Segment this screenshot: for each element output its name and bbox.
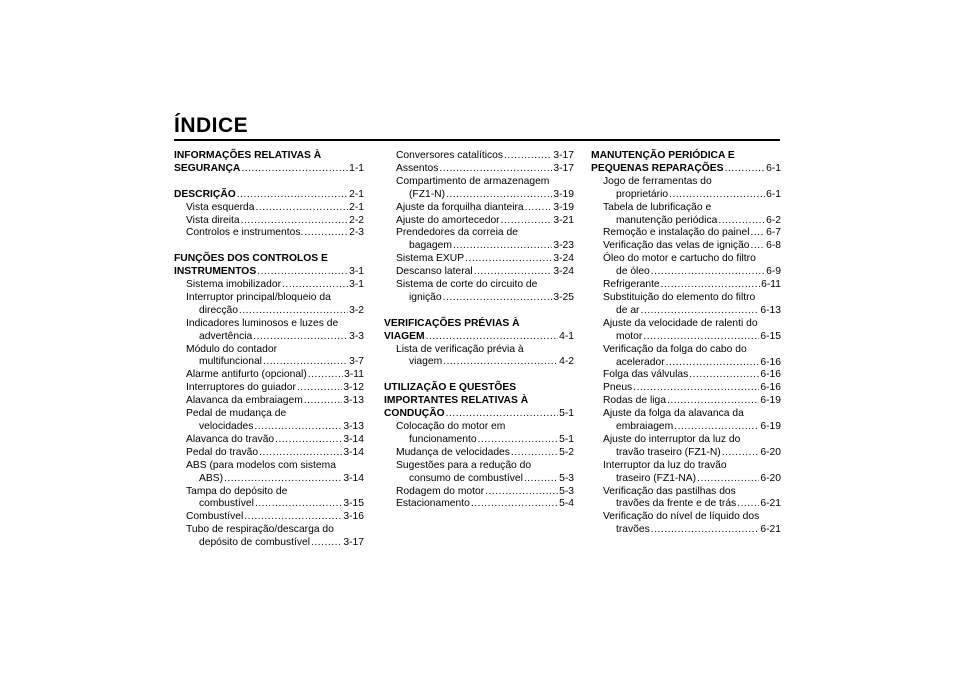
dot-leader <box>311 537 342 550</box>
toc-column-3 <box>591 150 781 537</box>
toc-page-number: 6-16 <box>760 382 781 394</box>
toc-entry[interactable] <box>174 498 364 511</box>
toc-page-number: 3-13 <box>343 395 364 407</box>
dot-leader <box>446 408 558 421</box>
dot-leader <box>651 524 760 537</box>
toc-entry[interactable] <box>384 189 574 202</box>
toc-entry-label: Interruptores do guiador <box>186 382 296 394</box>
toc-entry[interactable] <box>384 486 574 499</box>
toc-line: Tabela de lubrificação e <box>603 201 712 213</box>
dot-leader <box>443 356 558 369</box>
toc-page-number: 1-1 <box>349 162 364 174</box>
toc-entry[interactable] <box>384 163 574 176</box>
dot-leader <box>504 150 552 163</box>
toc-entry-label: de ar <box>616 304 640 316</box>
toc-line: Módulo do contador <box>186 343 278 355</box>
toc-page-number: 5-1 <box>559 433 574 445</box>
dot-leader <box>257 266 348 279</box>
toc-entry[interactable] <box>384 240 574 253</box>
toc-entry-label: ignição <box>409 291 442 303</box>
dot-leader <box>282 279 348 292</box>
dot-leader <box>674 421 759 434</box>
dot-leader <box>446 189 552 202</box>
dot-leader <box>304 227 348 240</box>
toc-line: Ajuste do interruptor da luz do <box>603 433 741 445</box>
toc-entry[interactable] <box>384 215 574 228</box>
toc-entry[interactable] <box>591 421 781 434</box>
toc-entry-label: DESCRIÇÃO <box>174 188 236 200</box>
toc-entry[interactable] <box>174 421 364 434</box>
toc-entry-label: combustível <box>199 498 254 510</box>
toc-entry[interactable] <box>591 524 781 537</box>
toc-entry[interactable] <box>174 434 364 447</box>
toc-page-number: 6-16 <box>760 369 781 381</box>
toc-page-number: 6-1 <box>766 188 781 200</box>
toc-page-number: 6-8 <box>766 240 781 252</box>
toc-page-number: 5-3 <box>559 472 574 484</box>
dot-leader <box>275 434 342 447</box>
toc-entry[interactable] <box>591 279 781 292</box>
toc-page-number: 3-12 <box>343 382 364 394</box>
toc-line: Interruptor da luz do travão <box>603 459 727 471</box>
toc-page-number: 3-19 <box>553 188 574 200</box>
toc-page-number: 3-17 <box>343 537 364 549</box>
toc-entry-label: ABS) <box>199 472 224 484</box>
toc-entry-label: advertência <box>199 330 253 342</box>
section-gap <box>174 176 364 189</box>
toc-page-number: 6-19 <box>760 421 781 433</box>
toc-line: Substituição do elemento do filtro <box>603 291 756 303</box>
dot-leader <box>255 498 342 511</box>
toc-line: Prendedores da correia de <box>396 227 518 239</box>
toc-section-entry[interactable] <box>174 163 364 176</box>
toc-line: Tampa do depósito de <box>186 485 288 497</box>
toc-line: Ajuste da velocidade de ralenti do <box>603 317 758 329</box>
toc-line: Colocação do motor em <box>396 421 506 432</box>
section-gap <box>384 305 574 318</box>
dot-leader <box>478 434 559 447</box>
toc-page-number: 6-13 <box>760 304 781 316</box>
toc-entry[interactable] <box>591 395 781 408</box>
toc-entry-label: Mudança de velocidades <box>396 446 510 458</box>
dot-leader <box>511 447 558 460</box>
toc-entry-label: Assentos <box>396 162 439 174</box>
dot-leader <box>239 305 348 318</box>
toc-page-number: 3-13 <box>343 421 364 432</box>
toc-entry-label: traseiro (FZ1-NA) <box>616 472 697 484</box>
toc-entry[interactable] <box>591 369 781 382</box>
toc-entry-label: Alavanca do travão <box>186 433 275 445</box>
toc-entry-label: Controlos e instrumentos. <box>186 227 304 239</box>
toc-section-entry[interactable] <box>384 331 574 344</box>
toc-entry-label: VIAGEM <box>384 330 425 342</box>
toc-page-number: 5-3 <box>559 485 574 497</box>
toc-entry-label: CONDUÇÃO <box>384 408 445 420</box>
toc-entry-label: motor <box>616 330 643 342</box>
toc-page-number: 5-4 <box>559 498 574 510</box>
dot-leader <box>718 215 765 228</box>
toc-entry[interactable] <box>384 434 574 447</box>
dot-leader <box>633 382 759 395</box>
toc-entry-label: Sistema EXUP <box>396 253 465 265</box>
section-heading: INFORMAÇÕES RELATIVAS À <box>174 150 322 161</box>
dot-leader <box>643 331 759 344</box>
dot-leader <box>524 473 558 486</box>
toc-entry-label: Rodas de liga <box>603 395 666 407</box>
dot-leader <box>474 266 553 279</box>
toc-entry[interactable] <box>174 537 364 550</box>
toc-page-number: 2-1 <box>349 201 364 213</box>
toc-section-entry[interactable] <box>174 266 364 279</box>
toc-entry-label: Remoção e instalação do painel <box>603 227 750 239</box>
toc-page-number: 3-14 <box>343 433 364 445</box>
toc-entry-label: (FZ1-N) <box>409 188 446 200</box>
toc-entry-label: acelerador <box>616 356 665 368</box>
toc-entry[interactable] <box>591 382 781 395</box>
toc-page-number: 6-21 <box>760 498 781 510</box>
toc-entry[interactable] <box>174 279 364 292</box>
toc-entry-label: consumo de combustível <box>409 472 523 484</box>
toc-page-number: 4-2 <box>559 356 574 368</box>
toc-entry-label: Alavanca da embraiagem <box>186 395 303 407</box>
toc-entry-label: Sistema imobilizador <box>186 279 281 291</box>
toc-page-number: 2-1 <box>349 188 364 200</box>
toc-entry-label: Conversores catalíticos <box>396 150 504 161</box>
dot-leader <box>297 382 342 395</box>
toc-entry[interactable] <box>174 227 364 240</box>
toc-entry-label: Rodagem do motor <box>396 485 485 497</box>
toc-entry[interactable] <box>174 473 364 486</box>
dot-leader <box>661 279 760 292</box>
toc-entry-label: PEQUENAS REPARAÇÕES <box>591 162 724 174</box>
toc-entry-label: SEGURANÇA <box>174 162 241 174</box>
toc-entry[interactable] <box>591 305 781 318</box>
toc-entry[interactable] <box>591 331 781 344</box>
toc-entry[interactable] <box>591 227 781 240</box>
dot-leader <box>241 215 348 228</box>
toc-entry[interactable] <box>384 447 574 460</box>
toc-section-entry[interactable] <box>591 163 781 176</box>
toc-page-number: 6-20 <box>760 446 781 458</box>
toc-line: Verificação da folga do cabo do <box>603 343 747 355</box>
toc-line: Sugestões para a redução do <box>396 459 532 471</box>
toc-line: Jogo de ferramentas do <box>603 175 712 187</box>
toc-page-number: 3-24 <box>553 266 574 278</box>
toc-entry-label: direcção <box>199 304 238 316</box>
toc-page-number: 2-3 <box>349 227 364 239</box>
toc-line: Verificação das pastilhas dos <box>603 485 736 497</box>
dot-leader <box>253 331 348 344</box>
toc-section-entry[interactable] <box>174 189 364 202</box>
toc-page-number: 4-1 <box>559 330 574 342</box>
toc-entry-label: travões <box>616 524 650 536</box>
toc-entry[interactable] <box>591 473 781 486</box>
toc-entry-label: Vista esquerda <box>186 201 255 213</box>
toc-entry[interactable] <box>384 356 574 369</box>
toc-line: Sistema de corte do circuito de <box>396 279 538 291</box>
toc-page-number: 6-20 <box>760 472 781 484</box>
toc-entry-label: Verificação das velas de ignição <box>603 240 750 252</box>
toc-page-number: 5-1 <box>559 408 574 420</box>
toc-entry[interactable] <box>384 253 574 266</box>
toc-entry[interactable] <box>384 498 574 511</box>
toc-page-number: 3-24 <box>553 253 574 265</box>
toc-entry[interactable] <box>384 473 574 486</box>
toc-entry-label: proprietário <box>616 188 669 200</box>
toc-line: Tubo de respiração/descarga do <box>186 524 334 536</box>
toc-entry-label: Descanso lateral <box>396 266 473 278</box>
toc-page-number: 6-9 <box>766 266 781 278</box>
section-heading: MANUTENÇÃO PERIÓDICA E <box>591 150 735 161</box>
toc-line: Verificação do nível de líquido dos <box>603 511 760 523</box>
toc-entry[interactable] <box>591 447 781 460</box>
toc-page-number: 3-1 <box>349 266 364 278</box>
dot-leader <box>525 202 553 215</box>
toc-entry-label: Alarme antifurto (opcional) <box>186 369 307 381</box>
toc-column-1 <box>174 150 364 550</box>
dot-leader <box>751 240 766 253</box>
dot-leader <box>737 498 759 511</box>
toc-entry[interactable] <box>384 292 574 305</box>
toc-entry[interactable] <box>174 356 364 369</box>
dot-leader <box>669 189 765 202</box>
dot-leader <box>471 498 558 511</box>
toc-page-number: 3-21 <box>553 214 574 226</box>
toc-page-number: 3-16 <box>343 511 364 523</box>
toc-page-number: 6-2 <box>766 214 781 226</box>
section-heading: FUNÇÕES DOS CONTROLOS E <box>174 253 328 265</box>
toc-line: Lista de verificação prévia à <box>396 343 524 355</box>
section-gap <box>174 240 364 253</box>
toc-entry[interactable] <box>174 202 364 215</box>
dot-leader <box>501 215 553 228</box>
toc-page-number: 2-2 <box>349 214 364 226</box>
toc-entry-label: travões da frente e de trás <box>616 498 737 510</box>
dot-leader <box>256 202 349 215</box>
toc-page-number: 5-2 <box>559 446 574 458</box>
toc-entry[interactable] <box>591 240 781 253</box>
dot-leader <box>725 163 766 176</box>
toc-entry[interactable] <box>384 266 574 279</box>
toc-page-number: 6-19 <box>760 395 781 407</box>
toc-page-number: 3-11 <box>344 369 364 381</box>
section-gap <box>384 369 574 382</box>
toc-page-number: 3-3 <box>349 330 364 342</box>
toc-entry-label: Pedal do travão <box>186 446 259 458</box>
toc-entry-label: de óleo <box>616 266 650 278</box>
toc-entry[interactable] <box>174 447 364 460</box>
toc-page-number: 3-23 <box>553 240 574 252</box>
toc-entry-label: Folga das válvulas <box>603 369 689 381</box>
toc-line: ABS (para modelos com sistema <box>186 459 336 471</box>
toc-entry-label: depósito de combustível <box>199 537 311 549</box>
toc-page-number: 3-19 <box>553 201 574 213</box>
toc-page-number: 6-15 <box>760 330 781 342</box>
toc-page-number: 6-21 <box>760 524 781 536</box>
toc-page-number: 3-14 <box>343 472 364 484</box>
section-heading: VERIFICAÇÕES PRÉVIAS À <box>384 317 520 329</box>
toc-entry[interactable] <box>591 357 781 370</box>
dot-leader <box>722 447 760 460</box>
toc-entry-label: Pneus <box>603 382 633 394</box>
toc-line: Óleo do motor e cartucho do filtro <box>603 253 756 265</box>
toc-entry-label: Estacionamento <box>396 498 470 510</box>
toc-entry-label: travão traseiro (FZ1-N) <box>616 446 721 458</box>
toc-entry-label: Ajuste da forquilha dianteira <box>396 201 524 213</box>
toc-page-number: 3-1 <box>349 279 364 291</box>
toc-entry[interactable] <box>591 498 781 511</box>
dot-leader <box>485 486 558 499</box>
dot-leader <box>244 511 342 524</box>
dot-leader <box>640 305 759 318</box>
toc-entry-label: bagagem <box>409 240 452 252</box>
dot-leader <box>443 292 553 305</box>
dot-leader <box>666 357 760 370</box>
toc-column-2 <box>384 150 574 511</box>
dot-leader <box>304 395 343 408</box>
toc-entry[interactable] <box>174 215 364 228</box>
toc-entry[interactable] <box>384 150 574 163</box>
dot-leader <box>751 227 766 240</box>
toc-entry[interactable] <box>174 305 364 318</box>
toc-entry-label: manutenção periódica <box>616 214 718 226</box>
toc-page-number: 6-7 <box>766 227 781 239</box>
dot-leader <box>689 369 759 382</box>
toc-entry-label: Ajuste do amortecedor <box>396 214 500 226</box>
toc-entry[interactable] <box>591 189 781 202</box>
dot-leader <box>465 253 552 266</box>
toc-entry[interactable] <box>591 266 781 279</box>
toc-entry-label: Vista direita <box>186 214 240 226</box>
toc-line: Compartimento de armazenagem <box>396 175 550 187</box>
section-heading: IMPORTANTES RELATIVAS À <box>384 395 529 407</box>
toc-entry-label: embraiagem <box>616 421 674 433</box>
toc-page-number: 3-17 <box>553 150 574 161</box>
title-rule <box>174 139 780 141</box>
dot-leader <box>224 473 342 486</box>
toc-entry-label: multifuncional <box>199 356 262 368</box>
page-title: ÍNDICE <box>174 114 249 137</box>
toc-entry-label: Combustível <box>186 511 244 523</box>
toc-entry-label: Refrigerante <box>603 279 660 291</box>
toc-entry[interactable] <box>174 511 364 524</box>
toc-entry[interactable] <box>174 369 364 382</box>
toc-page-number: 3-17 <box>553 162 574 174</box>
dot-leader <box>667 395 759 408</box>
toc-page-number: 3-15 <box>343 498 364 510</box>
toc-entry-label: velocidades <box>199 421 254 432</box>
toc-page-number: 3-25 <box>553 291 574 303</box>
toc-line: Pedal de mudança de <box>186 408 287 420</box>
toc-page-number: 3-7 <box>349 356 364 368</box>
dot-leader <box>697 473 759 486</box>
dot-leader <box>237 189 348 202</box>
toc-page-number: 3-14 <box>343 446 364 458</box>
toc-section-entry[interactable] <box>384 408 574 421</box>
toc-entry[interactable] <box>174 382 364 395</box>
dot-leader <box>439 163 552 176</box>
toc-entry[interactable] <box>591 215 781 228</box>
toc-entry-label: viagem <box>409 356 443 368</box>
dot-leader <box>453 240 552 253</box>
dot-leader <box>651 266 765 279</box>
toc-line: Indicadores luminosos e luzes de <box>186 317 339 329</box>
toc-entry[interactable] <box>174 331 364 344</box>
toc-page-number: 3-2 <box>349 304 364 316</box>
toc-page-number: 6-16 <box>760 356 781 368</box>
toc-line: Ajuste da folga da alavanca da <box>603 408 744 420</box>
toc-entry-label: funcionamento <box>409 433 477 445</box>
toc-page-number: 6-1 <box>766 162 781 174</box>
toc-entry[interactable] <box>174 395 364 408</box>
section-heading: UTILIZAÇÃO E QUESTÕES <box>384 382 517 394</box>
toc-line: Interruptor principal/bloqueio da <box>186 291 331 303</box>
dot-leader <box>254 421 342 434</box>
toc-entry[interactable] <box>384 202 574 215</box>
toc-page-number: 6-11 <box>761 279 781 291</box>
toc-entry-label: INSTRUMENTOS <box>174 266 257 278</box>
dot-leader <box>259 447 342 460</box>
dot-leader <box>426 331 558 344</box>
dot-leader <box>263 356 348 369</box>
dot-leader <box>241 163 348 176</box>
dot-leader <box>308 369 343 382</box>
